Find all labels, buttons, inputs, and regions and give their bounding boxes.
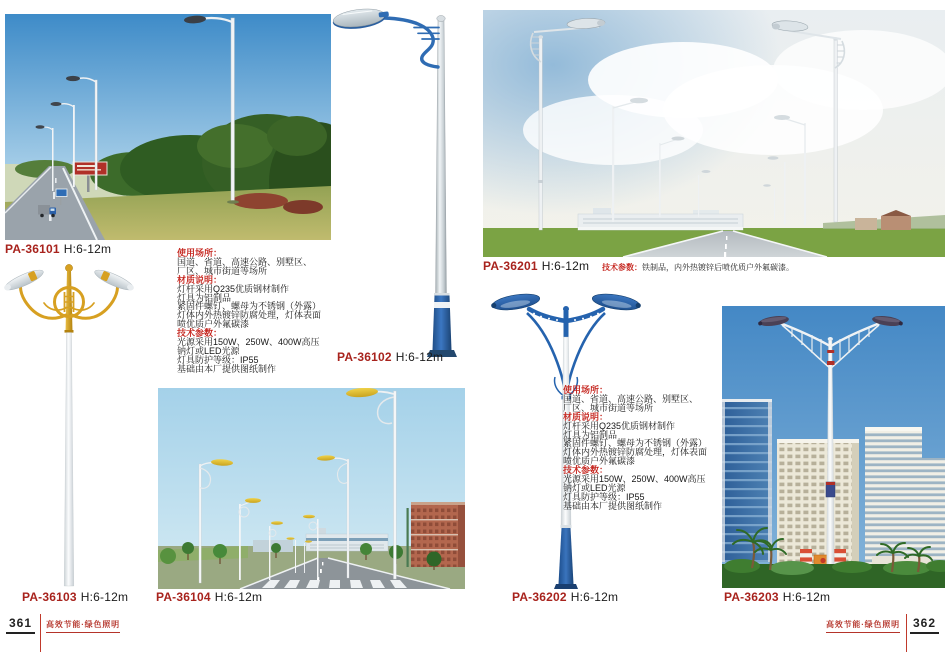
spec-line: 灯体内外热镀锌防腐处理，灯体表面 — [563, 447, 708, 458]
spec-material-title: 材质说明： — [563, 411, 609, 422]
arm — [384, 18, 439, 67]
spec-usage-title: 使用场所： — [563, 385, 609, 395]
pole-base — [427, 293, 457, 357]
product-size: H:6-12m — [63, 242, 112, 256]
spec-line: 灯具防护等级：IP55 — [563, 491, 645, 502]
spec-line: 灯杆采用Q235优质钢材制作 — [563, 420, 676, 431]
spec-line: 厂区、城市街道等场所 — [177, 265, 268, 276]
spec-line: 灯体内外热镀锌防腐处理，灯体表面 — [177, 310, 322, 321]
product-code: PA-36102 — [337, 350, 392, 364]
lamp-head-left — [3, 266, 45, 293]
product-code: PA-36201 — [483, 259, 538, 273]
footer-slogan-right: 高效节能·绿色照明 — [826, 619, 900, 633]
spec-line: 灯具为铝制品 — [563, 429, 618, 440]
page-number-right: 362 — [910, 616, 939, 634]
product-label-pa36203 — [724, 590, 830, 605]
spec-line: 喷优质户外氟碳漆 — [563, 456, 636, 467]
product-size: H:6-12m — [570, 590, 619, 604]
product-code: PA-36202 — [512, 590, 567, 604]
spec-line: 厂区、城市街道等场所 — [563, 402, 654, 413]
product-code: PA-36203 — [724, 590, 779, 604]
spec-material-title: 材质说明： — [177, 274, 223, 285]
product-label-pa36102 — [337, 350, 443, 365]
product-size: H:6-12m — [395, 350, 444, 364]
product-size: H:6-12m — [782, 590, 831, 604]
spec-line: 国道、省道、高速公路、别墅区、 — [177, 256, 313, 267]
spec-line: 紧固件螺钉、螺母为不锈钢（外露） — [177, 301, 322, 312]
white-pole — [64, 333, 74, 587]
finial — [65, 264, 72, 271]
spec-line: 钠灯或LED光源 — [563, 482, 626, 493]
product-code: PA-36103 — [22, 590, 77, 604]
photo-city-scene-pa36203 — [722, 306, 945, 588]
lamp-drawing-pa36102 — [330, 5, 465, 362]
spec-tech-title: 技术参数： — [177, 328, 223, 339]
product-size: H:6-12m — [80, 590, 129, 604]
spec-line: 基础由本厂提供图纸制作 — [177, 363, 277, 374]
pole-base — [554, 525, 578, 589]
spec-line: 灯具防护等级：IP55 — [177, 354, 259, 365]
spec-line: 灯杆采用Q235优质钢材制作 — [177, 283, 290, 294]
spec-usage-title: 使用场所： — [177, 248, 223, 258]
spec-line: 灯具为铝制品 — [177, 292, 232, 303]
lamp-drawing-pa36103 — [3, 258, 143, 588]
product-code: PA-36101 — [5, 242, 60, 256]
pa36201-tech-note — [602, 263, 794, 273]
spec-line: 钠灯或LED光源 — [177, 345, 240, 356]
spec-line: 紧固件螺钉、螺母为不锈钢（外露） — [563, 438, 708, 449]
product-size: H:6-12m — [541, 259, 590, 273]
footer-divider-left — [40, 614, 41, 652]
photo-road-scene-pa36104 — [158, 388, 465, 589]
product-code: PA-36104 — [156, 590, 211, 604]
footer-divider-right — [906, 614, 907, 652]
product-label-pa36101 — [5, 242, 111, 257]
center-post — [564, 311, 569, 337]
product-label-pa36103 — [22, 590, 128, 605]
page-number-left: 361 — [6, 616, 35, 634]
lamp-head — [332, 6, 390, 32]
photo-road-scene-pa36201 — [483, 10, 945, 257]
spec-line: 喷优质户外氟碳漆 — [177, 319, 250, 330]
spec-line: 光源采用150W、250W、400W高压 — [177, 337, 320, 348]
note-title: 技术参数： — [602, 263, 642, 272]
spec-line: 光源采用150W、250W、400W高压 — [563, 474, 706, 485]
spec-block-2 — [563, 386, 707, 511]
product-label-pa36104 — [156, 590, 262, 605]
spec-tech-title: 技术参数： — [563, 465, 609, 476]
note-text: 铁制品，内外热镀锌后喷优质户外氟碳漆。 — [642, 263, 794, 272]
spec-line: 国道、省道、高速公路、别墅区、 — [563, 393, 699, 404]
product-label-pa36201 — [483, 259, 589, 274]
photo-road-scene-pa36101 — [5, 14, 331, 240]
product-label-pa36202 — [512, 590, 618, 605]
spec-line: 基础由本厂提供图纸制作 — [563, 500, 663, 511]
collar — [65, 330, 74, 333]
lamp-head-right — [93, 266, 136, 293]
spec-block-1 — [177, 249, 321, 374]
footer-slogan-left: 高效节能·绿色照明 — [46, 619, 120, 633]
product-size: H:6-12m — [214, 590, 263, 604]
